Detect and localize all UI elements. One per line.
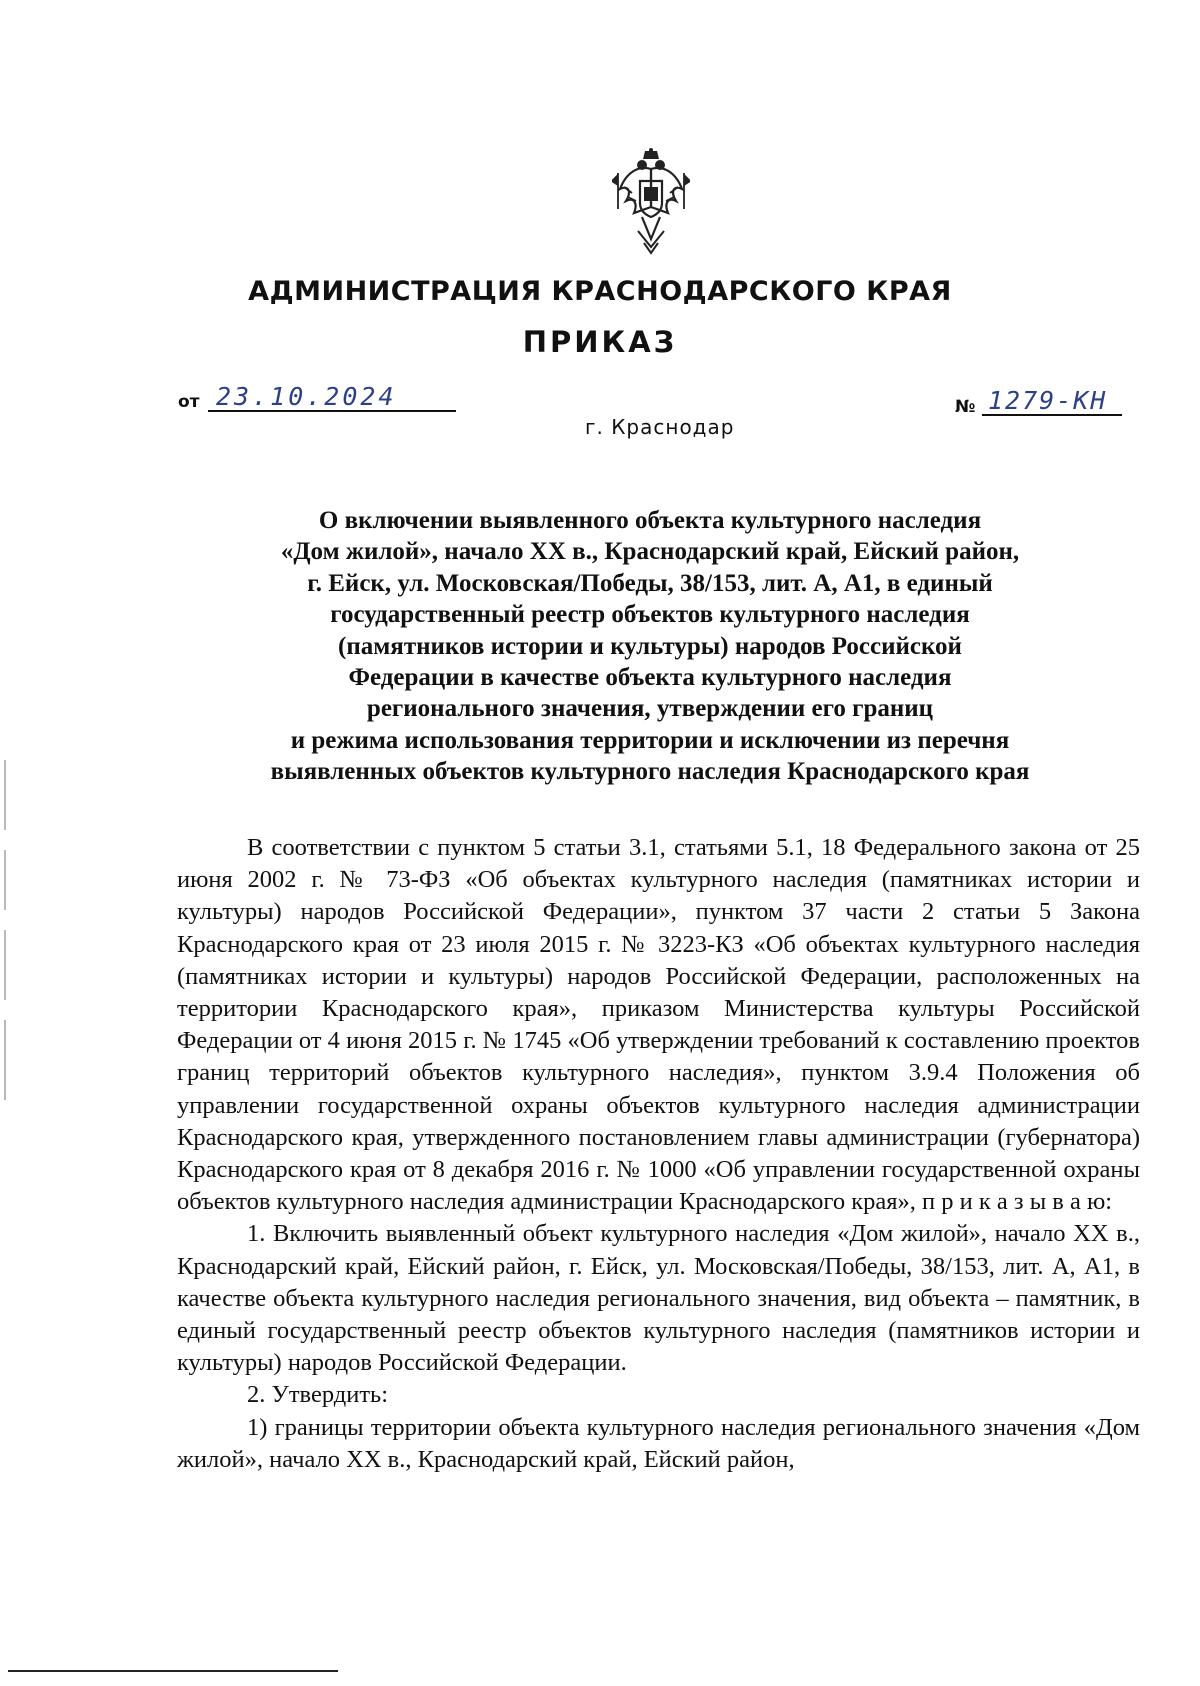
order-heading bbox=[190, 505, 1110, 788]
order-body bbox=[177, 832, 1140, 1476]
scan-edge-marks bbox=[4, 760, 7, 1100]
heading-line: регионального значения, утверждении его границ bbox=[366, 695, 934, 723]
heading-line: О включении выявленного объекта культурного наследия bbox=[318, 507, 982, 534]
item-2-1-paragraph: 1) границы территории объекта культурного наследия регионального значения «Дом жилой», начало XX в., Краснодарский край, Ейский район, bbox=[177, 1413, 1140, 1473]
handwritten-date: 23.10.2024 bbox=[216, 382, 397, 411]
heading-line: «Дом жилой», начало XX в., Краснодарский край, Ейский район, bbox=[280, 538, 1020, 566]
coat-of-arms-emblem bbox=[612, 147, 690, 255]
organization-title: АДМИНИСТРАЦИЯ КРАСНОДАРСКОГО КРАЯ bbox=[248, 276, 952, 307]
number-label: № bbox=[955, 397, 976, 417]
item-2-paragraph: 2. Утвердить: bbox=[247, 1381, 389, 1409]
date-label: от bbox=[178, 392, 200, 412]
heading-line: государственный реестр объектов культурного наследия bbox=[330, 601, 970, 629]
handwritten-number: 1279-КН bbox=[988, 386, 1108, 415]
heading-line: Федерации в качестве объекта культурного наследия bbox=[348, 664, 952, 692]
heading-line: г. Ейск, ул. Московская/Победы, 38/153, лит. А, А1, в единый bbox=[307, 569, 993, 597]
preamble-paragraph: В соответствии с пунктом 5 статьи 3.1, статьями 5.1, 18 Федерального закона от 25 июня 2002 г. № 73-ФЗ «Об объектах культурного наследия (памятниках истории и культуры) народов Российской Федерации», пунктом 37 части 2 статьи 5 Закона Краснодарского края от 23 июля 2015 г. № 3223-КЗ «Об объектах культурного наследия (памятниках истории и культуры) народов Российской Федерации, расположенных на территории Краснодарского края», приказом Министерства культуры Российской Федерации от 4 июня 2015 г. № 1745 «Об утверждении требований к составлению проектов границ территорий объектов культурного наследия», пунктом 3.9.4 Положения об управлении государственной охраны объектов культурного наследия администрации Краснодарского края, утвержденного постановлением главы администрации (губернатора) Краснодарского края от 8 декабря 2016 г. № 1000 «Об управлении государственной охраны объектов культурного наследия администрации Краснодарского края», п р и к а з ы в а ю: bbox=[177, 834, 1140, 1216]
city-label: г. Краснодар bbox=[585, 415, 735, 439]
heading-line: выявленных объектов культурного наследия Краснодарского края bbox=[270, 758, 1030, 786]
bottom-rule bbox=[8, 1670, 338, 1672]
document-type-title: ПРИКАЗ bbox=[522, 325, 678, 359]
heading-line: (памятников истории и культуры) народов Российской bbox=[338, 632, 962, 660]
heading-line: и режима использования территории и исключении из перечня bbox=[290, 726, 1010, 754]
item-1-paragraph: 1. Включить выявленный объект культурного наследия «Дом жилой», начало XX в., Краснодарский край, Ейский район, г. Ейск, ул. Московская/Победы, 38/153, лит. А, А1, в качестве объекта культурного наследия регионального значения, вид объекта – памятник, в единый государственный реестр объектов культурного наследия (памятников истории и культуры) народов Российской Федерации. bbox=[177, 1220, 1140, 1377]
